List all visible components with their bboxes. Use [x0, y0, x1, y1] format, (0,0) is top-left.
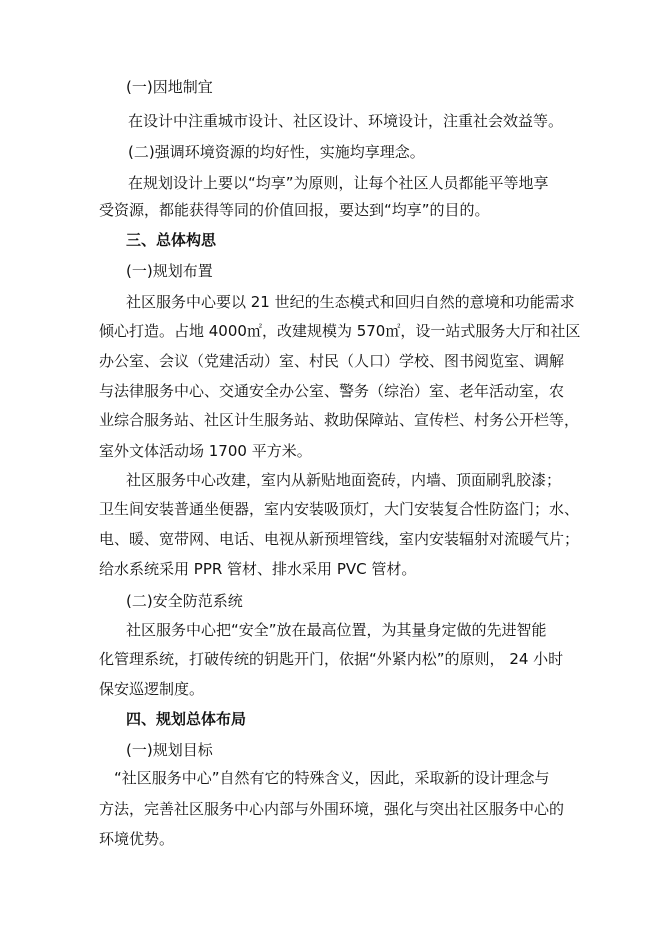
- paragraph-line: 业综合服务站、社区计生服务站、救助保障站、宣传栏、村务公开栏等，: [99, 411, 580, 429]
- paragraph-line: 化管理系统，打破传统的钥匙开门，依据“外紧内松”的原则， 24 小时: [99, 650, 564, 668]
- section-heading-overall-layout: 四、规划总体布局: [126, 710, 247, 728]
- paragraph-line: 办公室、会议（党建活动）室、村民（人口）学校、图书阅览室、调解: [99, 352, 565, 370]
- paragraph-line: 给水系统采用 PPR 管材、排水采用 PVC 管材。: [99, 560, 417, 578]
- subheading-planning-goals: (一)规划目标: [126, 741, 213, 759]
- paragraph-line: “社区服务中心”自然有它的特殊含义，因此，采取新的设计理念与: [114, 769, 550, 787]
- paragraph-line: 社区服务中心改建，室内从新贴地面瓷砖，内墙、顶面刷乳胶漆；: [126, 471, 562, 489]
- paragraph-line: 室外文体活动场 1700 平方米。: [99, 442, 312, 460]
- paragraph-line: 环境优势。: [99, 830, 175, 848]
- paragraph-line: 在设计中注重城市设计、社区设计、环境设计，注重社会效益等。: [128, 112, 564, 130]
- subheading-security-system: (二)安全防范系统: [126, 592, 243, 610]
- section-heading-overall-concept: 三、总体构思: [126, 231, 217, 249]
- subheading-planning-layout: (一)规划布置: [126, 262, 213, 280]
- paragraph-line: 社区服务中心把“安全”放在最高位置，为其量身定做的先进智能: [126, 621, 547, 639]
- paragraph-line: 电、暖、宽带网、电话、电视从新预埋管线，室内安装辐射对流暖气片；: [99, 530, 580, 548]
- subheading-resource-balance: (二)强调环境资源的均好性，实施均享理念。: [128, 143, 425, 161]
- paragraph-line: 方法，完善社区服务中心内部与外围环境，强化与突出社区服务中心的: [99, 800, 565, 818]
- paragraph-line: 保安巡逻制度。: [99, 680, 205, 698]
- paragraph-line: 倾心打造。占地 4000㎡，改建规模为 570㎡，设一站式服务大厅和社区: [99, 322, 581, 340]
- paragraph-line: 受资源，都能获得等同的价值回报，要达到“均享”的目的。: [99, 201, 490, 219]
- subheading-adapt-local: (一)因地制宜: [126, 78, 213, 96]
- paragraph-line: 与法律服务中心、交通安全办公室、警务（综治）室、老年活动室，农: [99, 382, 565, 400]
- paragraph-line: 社区服务中心要以 21 世纪的生态模式和回归自然的意境和功能需求: [126, 293, 575, 311]
- paragraph-line: 在规划设计上要以“均享”为原则，让每个社区人员都能平等地享: [128, 174, 549, 192]
- paragraph-line: 卫生间安装普通坐便器，室内安装吸顶灯，大门安装复合性防盗门；水、: [99, 500, 580, 518]
